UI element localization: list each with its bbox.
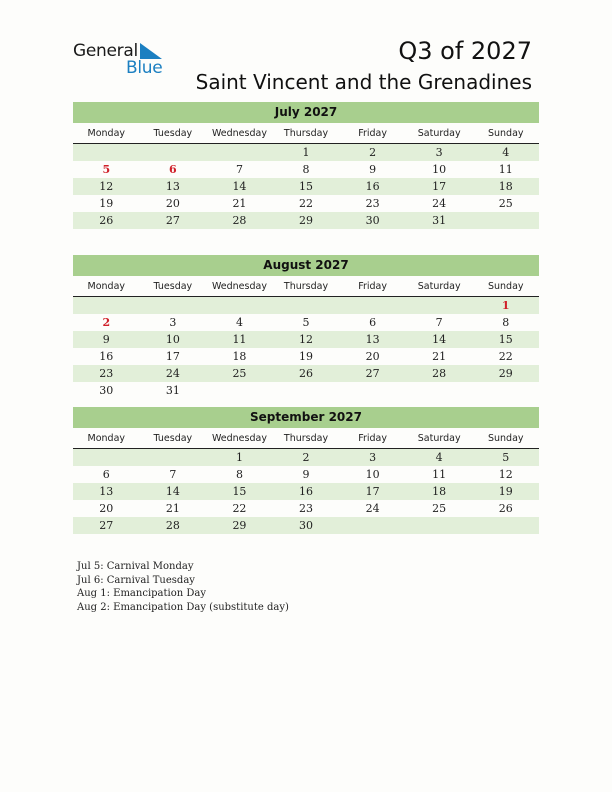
day-cell: 19 — [498, 485, 513, 498]
day-cell: 30 — [365, 214, 380, 227]
day-cell: 21 — [432, 350, 447, 363]
day-cell: 20 — [365, 350, 380, 363]
day-cell: 16 — [365, 180, 380, 193]
week-row — [73, 212, 539, 229]
day-cell: 9 — [102, 333, 110, 346]
logo — [73, 41, 173, 81]
day-cell: 16 — [299, 485, 314, 498]
week-row — [73, 466, 539, 483]
weekday-label: Saturday — [417, 281, 461, 292]
month-calendar — [73, 255, 539, 399]
week-row — [73, 331, 539, 348]
holiday-day-cell: 1 — [501, 299, 510, 312]
day-cell: 27 — [365, 367, 380, 380]
day-cell: 3 — [369, 451, 377, 464]
week-row — [73, 449, 539, 466]
day-cell: 15 — [232, 485, 247, 498]
day-cell: 26 — [299, 367, 314, 380]
day-cell: 8 — [302, 163, 310, 176]
week-row — [73, 348, 539, 365]
day-cell: 30 — [299, 519, 314, 532]
day-cell: 24 — [365, 502, 380, 515]
day-cell: 13 — [365, 333, 380, 346]
day-cell: 2 — [369, 146, 377, 159]
day-cell: 15 — [498, 333, 513, 346]
day-cell: 25 — [232, 367, 247, 380]
day-cell: 24 — [432, 197, 447, 210]
day-cell: 7 — [169, 468, 177, 481]
day-cell: 13 — [165, 180, 180, 193]
day-cell: 21 — [232, 197, 247, 210]
day-cell: 10 — [365, 468, 380, 481]
holiday-note: Jul 5: Carnival Monday — [77, 561, 194, 572]
weekday-label: Monday — [87, 433, 126, 444]
day-cell: 28 — [432, 367, 447, 380]
day-cell — [140, 449, 207, 466]
weekday-label: Friday — [358, 433, 387, 444]
holiday-note: Jul 6: Carnival Tuesday — [77, 574, 195, 586]
day-cell: 22 — [299, 197, 314, 210]
month-title: July 2027 — [73, 102, 539, 123]
day-cell: 30 — [99, 384, 114, 397]
day-cell: 18 — [498, 180, 513, 193]
weekday-header-row — [73, 125, 539, 144]
week-row — [73, 500, 539, 517]
month-calendar — [73, 102, 539, 229]
day-cell — [339, 517, 406, 534]
week-row — [73, 161, 539, 178]
day-cell: 24 — [165, 367, 180, 380]
week-row — [73, 382, 539, 399]
day-cell: 21 — [165, 502, 180, 515]
day-cell: 23 — [299, 502, 314, 515]
day-cell: 1 — [235, 451, 243, 464]
day-cell: 2 — [302, 451, 310, 464]
day-cell — [406, 517, 473, 534]
day-cell: 31 — [432, 214, 447, 227]
day-cell: 10 — [432, 163, 447, 176]
day-cell: 27 — [99, 519, 114, 532]
week-row — [73, 314, 539, 331]
day-cell: 17 — [165, 350, 180, 363]
day-cell: 29 — [232, 519, 247, 532]
day-cell: 25 — [432, 502, 447, 515]
day-cell: 7 — [435, 316, 443, 329]
day-cell — [73, 297, 140, 314]
day-cell: 5 — [302, 316, 310, 329]
day-cell: 12 — [299, 333, 314, 346]
logo-blue-text: Blue — [126, 58, 163, 78]
weekday-label: Tuesday — [153, 281, 193, 292]
holiday-day-cell: 2 — [102, 316, 111, 329]
day-cell: 15 — [299, 180, 314, 193]
day-cell — [206, 382, 273, 399]
day-cell: 8 — [502, 316, 510, 329]
weekday-label: Thursday — [283, 128, 329, 139]
week-row — [73, 195, 539, 212]
month-title: September 2027 — [73, 407, 539, 428]
day-cell: 10 — [165, 333, 180, 346]
day-cell: 22 — [498, 350, 513, 363]
holiday-day-cell: 6 — [169, 163, 177, 176]
weekday-label: Monday — [87, 128, 126, 139]
day-cell: 12 — [498, 468, 513, 481]
day-cell — [273, 297, 340, 314]
day-cell: 3 — [169, 316, 177, 329]
day-cell: 9 — [302, 468, 310, 481]
weekday-label: Wednesday — [211, 128, 267, 139]
day-cell: 20 — [99, 502, 114, 515]
logo-flag-icon — [140, 43, 162, 59]
day-cell: 26 — [99, 214, 114, 227]
weekday-label: Sunday — [487, 281, 524, 292]
page-subtitle: Saint Vincent and the Grenadines — [195, 70, 532, 94]
day-cell: 19 — [299, 350, 314, 363]
day-cell: 14 — [165, 485, 180, 498]
day-cell — [472, 212, 539, 229]
day-cell: 1 — [302, 146, 310, 159]
day-cell: 29 — [498, 367, 513, 380]
weekday-label: Wednesday — [211, 281, 267, 292]
day-cell: 25 — [498, 197, 513, 210]
week-row — [73, 483, 539, 500]
day-cell: 5 — [502, 451, 510, 464]
weekday-label: Tuesday — [153, 128, 193, 139]
day-cell — [206, 297, 273, 314]
week-row — [73, 178, 539, 195]
day-cell: 17 — [432, 180, 447, 193]
day-cell — [140, 297, 207, 314]
weekday-label: Tuesday — [153, 433, 193, 444]
day-cell — [206, 144, 273, 161]
week-row — [73, 365, 539, 382]
day-cell: 11 — [232, 333, 247, 346]
day-cell: 19 — [99, 197, 114, 210]
day-cell: 11 — [498, 163, 513, 176]
day-cell: 18 — [232, 350, 247, 363]
day-cell: 28 — [232, 214, 247, 227]
day-cell: 4 — [435, 451, 443, 464]
day-cell — [339, 382, 406, 399]
day-cell: 9 — [369, 163, 377, 176]
day-cell — [140, 144, 207, 161]
day-cell: 29 — [299, 214, 314, 227]
day-cell: 13 — [99, 485, 114, 498]
weekday-header-row — [73, 430, 539, 449]
day-cell — [406, 382, 473, 399]
day-cell: 16 — [99, 350, 114, 363]
weekday-label: Thursday — [283, 433, 329, 444]
day-cell: 6 — [369, 316, 377, 329]
day-cell — [339, 297, 406, 314]
weekday-label: Friday — [358, 281, 387, 292]
day-cell: 3 — [435, 146, 443, 159]
day-cell: 23 — [99, 367, 114, 380]
day-cell: 4 — [235, 316, 243, 329]
weekday-label: Friday — [358, 128, 387, 139]
day-cell: 14 — [232, 180, 247, 193]
day-cell — [273, 382, 340, 399]
month-title: August 2027 — [73, 255, 539, 276]
holiday-notes — [77, 560, 289, 614]
day-cell: 4 — [502, 146, 510, 159]
day-cell — [472, 517, 539, 534]
day-cell: 7 — [235, 163, 243, 176]
weekday-label: Saturday — [417, 433, 461, 444]
day-cell — [73, 144, 140, 161]
week-row — [73, 297, 539, 314]
day-cell: 8 — [235, 468, 243, 481]
day-cell: 31 — [165, 384, 180, 397]
week-row — [73, 517, 539, 534]
day-cell: 17 — [365, 485, 380, 498]
week-row — [73, 144, 539, 161]
holiday-note: Aug 1: Emancipation Day — [77, 588, 206, 599]
day-cell: 11 — [432, 468, 447, 481]
weekday-header-row — [73, 278, 539, 297]
day-cell: 14 — [432, 333, 447, 346]
weekday-label: Monday — [87, 281, 126, 292]
weekday-label: Wednesday — [211, 433, 267, 444]
day-cell: 26 — [498, 502, 513, 515]
weekday-label: Sunday — [487, 128, 524, 139]
day-cell: 27 — [165, 214, 180, 227]
day-cell: 23 — [365, 197, 380, 210]
logo-general-text: General — [73, 41, 138, 61]
day-cell — [73, 449, 140, 466]
holiday-day-cell: 5 — [102, 163, 111, 176]
day-cell: 18 — [432, 485, 447, 498]
day-cell: 28 — [165, 519, 180, 532]
weekday-label: Saturday — [417, 128, 461, 139]
day-cell — [406, 297, 473, 314]
weekday-label: Thursday — [283, 281, 329, 292]
weekday-label: Sunday — [487, 433, 524, 444]
holiday-note: Aug 2: Emancipation Day (substitute day) — [77, 601, 289, 613]
day-cell: 12 — [99, 180, 114, 193]
day-cell: 6 — [102, 468, 110, 481]
month-calendar — [73, 407, 539, 534]
day-cell: 22 — [232, 502, 247, 515]
page-title: Q3 of 2027 — [398, 37, 532, 65]
day-cell — [472, 382, 539, 399]
day-cell: 20 — [165, 197, 180, 210]
